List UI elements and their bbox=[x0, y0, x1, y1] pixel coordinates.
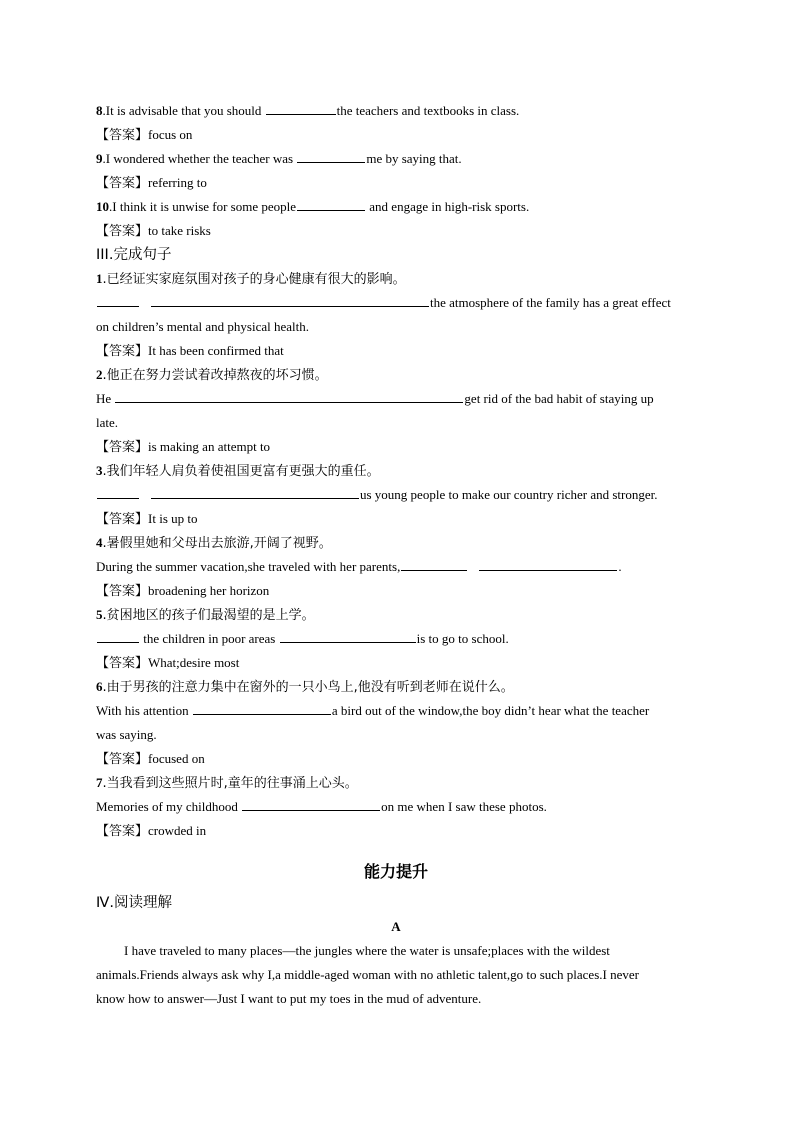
answer-blank bbox=[97, 484, 139, 499]
question-text: During the summer vacation,she traveled with her parents, bbox=[96, 559, 401, 574]
sentence-6-line bbox=[96, 699, 696, 723]
sentence-2-line bbox=[96, 387, 696, 411]
question-text: the atmosphere of the family has a great effect bbox=[430, 295, 671, 310]
sentence-6-prompt bbox=[96, 675, 696, 699]
answer-tag: 【答案】 bbox=[96, 752, 149, 767]
sentence-5-line bbox=[96, 627, 696, 651]
sentence-1-prompt bbox=[96, 267, 696, 291]
answer-tag: 【答案】 bbox=[96, 584, 149, 599]
answer-blank bbox=[151, 292, 429, 307]
question-number: 5 bbox=[96, 607, 103, 622]
passage-label: A bbox=[391, 919, 401, 934]
question-number: 3 bbox=[96, 463, 103, 478]
sentence-4-line bbox=[96, 555, 696, 579]
question-text: a bird out of the window,the boy didn’t hear what the teacher bbox=[331, 703, 650, 718]
sentence-2-prompt bbox=[96, 363, 696, 387]
answer-text: is making an attempt to bbox=[148, 439, 271, 454]
sentence-7-line bbox=[96, 795, 696, 819]
answer-text: referring to bbox=[148, 175, 207, 190]
question-text: .It is advisable that you should bbox=[102, 103, 265, 118]
sentence-2-cont: late. bbox=[96, 415, 119, 430]
answer-text: What;desire most bbox=[148, 655, 240, 670]
question-number: 4 bbox=[96, 535, 103, 550]
chinese-prompt: .他正在努力尝试着改掉熬夜的坏习惯。 bbox=[102, 368, 328, 383]
answer-blank bbox=[115, 388, 463, 403]
answer-text: focus on bbox=[148, 127, 193, 142]
answer-s2 bbox=[96, 435, 696, 459]
question-text: and engage in high-risk sports. bbox=[366, 199, 530, 214]
chinese-prompt: .由于男孩的注意力集中在窗外的一只小鸟上,他没有听到老师在说什么。 bbox=[102, 680, 514, 695]
document-content bbox=[96, 99, 696, 1011]
question-text: the teachers and textbooks in class. bbox=[336, 103, 520, 118]
answer-blank bbox=[151, 484, 359, 499]
answer-s1 bbox=[96, 339, 696, 363]
answer-s4 bbox=[96, 579, 696, 603]
answer-tag: 【答案】 bbox=[96, 224, 149, 239]
answer-text: crowded in bbox=[148, 823, 207, 838]
answer-blank bbox=[97, 628, 139, 643]
sentence-1-cont: on children’s mental and physical health. bbox=[96, 319, 309, 334]
question-text: me by saying that. bbox=[366, 151, 462, 166]
answer-text: It has been confirmed that bbox=[148, 343, 284, 358]
answer-text: broadening her horizon bbox=[148, 583, 270, 598]
section-heading: 能力提升 bbox=[363, 862, 428, 881]
question-8 bbox=[96, 99, 696, 123]
question-text: is to go to school. bbox=[416, 631, 509, 646]
answer-tag: 【答案】 bbox=[96, 176, 149, 191]
answer-blank bbox=[401, 556, 467, 571]
answer-text: It is up to bbox=[148, 511, 198, 526]
section-title: III.完成句子 bbox=[96, 247, 172, 263]
answer-blank bbox=[280, 628, 416, 643]
section-title: Ⅳ.阅读理解 bbox=[96, 895, 172, 911]
answer-s7 bbox=[96, 819, 696, 843]
passage-text: I have traveled to many places—the jungles where the water is unsafe;places with the wildest animals.Friends always ask why I,a middle-aged woman with no athletic talent,go to such places.I never know how to answer—Just I want to put my toes in the mud of adventure. bbox=[96, 943, 639, 1006]
sentence-7-prompt bbox=[96, 771, 696, 795]
question-text: With his attention bbox=[96, 703, 192, 718]
question-number: 1 bbox=[96, 271, 103, 286]
answer-blank bbox=[242, 796, 380, 811]
question-text: .I think it is unwise for some people bbox=[109, 199, 297, 214]
question-text: .I wondered whether the teacher was bbox=[102, 151, 297, 166]
question-number: 8 bbox=[96, 103, 103, 118]
answer-10 bbox=[96, 219, 696, 243]
sentence-3-line bbox=[96, 483, 696, 507]
answer-blank bbox=[297, 196, 365, 211]
chinese-prompt: .我们年轻人肩负着使祖国更富有更强大的重任。 bbox=[102, 464, 380, 479]
answer-blank bbox=[193, 700, 331, 715]
answer-blank bbox=[266, 100, 336, 115]
answer-s3 bbox=[96, 507, 696, 531]
answer-blank bbox=[479, 556, 617, 571]
question-text: get rid of the bad habit of staying up bbox=[464, 391, 654, 406]
answer-9 bbox=[96, 171, 696, 195]
answer-blank bbox=[297, 148, 365, 163]
sentence-3-prompt bbox=[96, 459, 696, 483]
answer-text: to take risks bbox=[148, 223, 211, 238]
answer-blank bbox=[97, 292, 139, 307]
question-number: 10 bbox=[96, 199, 109, 214]
question-text: Memories of my childhood bbox=[96, 799, 242, 814]
answer-s5 bbox=[96, 651, 696, 675]
answer-tag: 【答案】 bbox=[96, 344, 149, 359]
sentence-4-prompt bbox=[96, 531, 696, 555]
question-number: 7 bbox=[96, 775, 103, 790]
question-9 bbox=[96, 147, 696, 171]
answer-tag: 【答案】 bbox=[96, 824, 149, 839]
chinese-prompt: .暑假里她和父母出去旅游,开阔了视野。 bbox=[102, 536, 332, 551]
answer-text: focused on bbox=[148, 751, 205, 766]
answer-tag: 【答案】 bbox=[96, 656, 149, 671]
question-10 bbox=[96, 195, 696, 219]
answer-8 bbox=[96, 123, 696, 147]
question-number: 6 bbox=[96, 679, 103, 694]
question-text: us young people to make our country richer and stronger. bbox=[360, 487, 658, 502]
question-number: 2 bbox=[96, 367, 103, 382]
answer-tag: 【答案】 bbox=[96, 512, 149, 527]
answer-tag: 【答案】 bbox=[96, 440, 149, 455]
question-text: the children in poor areas bbox=[140, 631, 279, 646]
question-text: on me when I saw these photos. bbox=[381, 799, 547, 814]
sentence-6-cont: was saying. bbox=[96, 727, 157, 742]
answer-tag: 【答案】 bbox=[96, 128, 149, 143]
sentence-5-prompt bbox=[96, 603, 696, 627]
chinese-prompt: .贫困地区的孩子们最渴望的是上学。 bbox=[102, 608, 315, 623]
answer-s6 bbox=[96, 747, 696, 771]
question-number: 9 bbox=[96, 151, 103, 166]
question-text: . bbox=[618, 559, 622, 574]
question-text: He bbox=[96, 391, 115, 406]
sentence-1-line bbox=[96, 291, 696, 315]
chinese-prompt: .当我看到这些照片时,童年的往事涌上心头。 bbox=[102, 776, 358, 791]
chinese-prompt: .已经证实家庭氛围对孩子的身心健康有很大的影响。 bbox=[102, 272, 406, 287]
